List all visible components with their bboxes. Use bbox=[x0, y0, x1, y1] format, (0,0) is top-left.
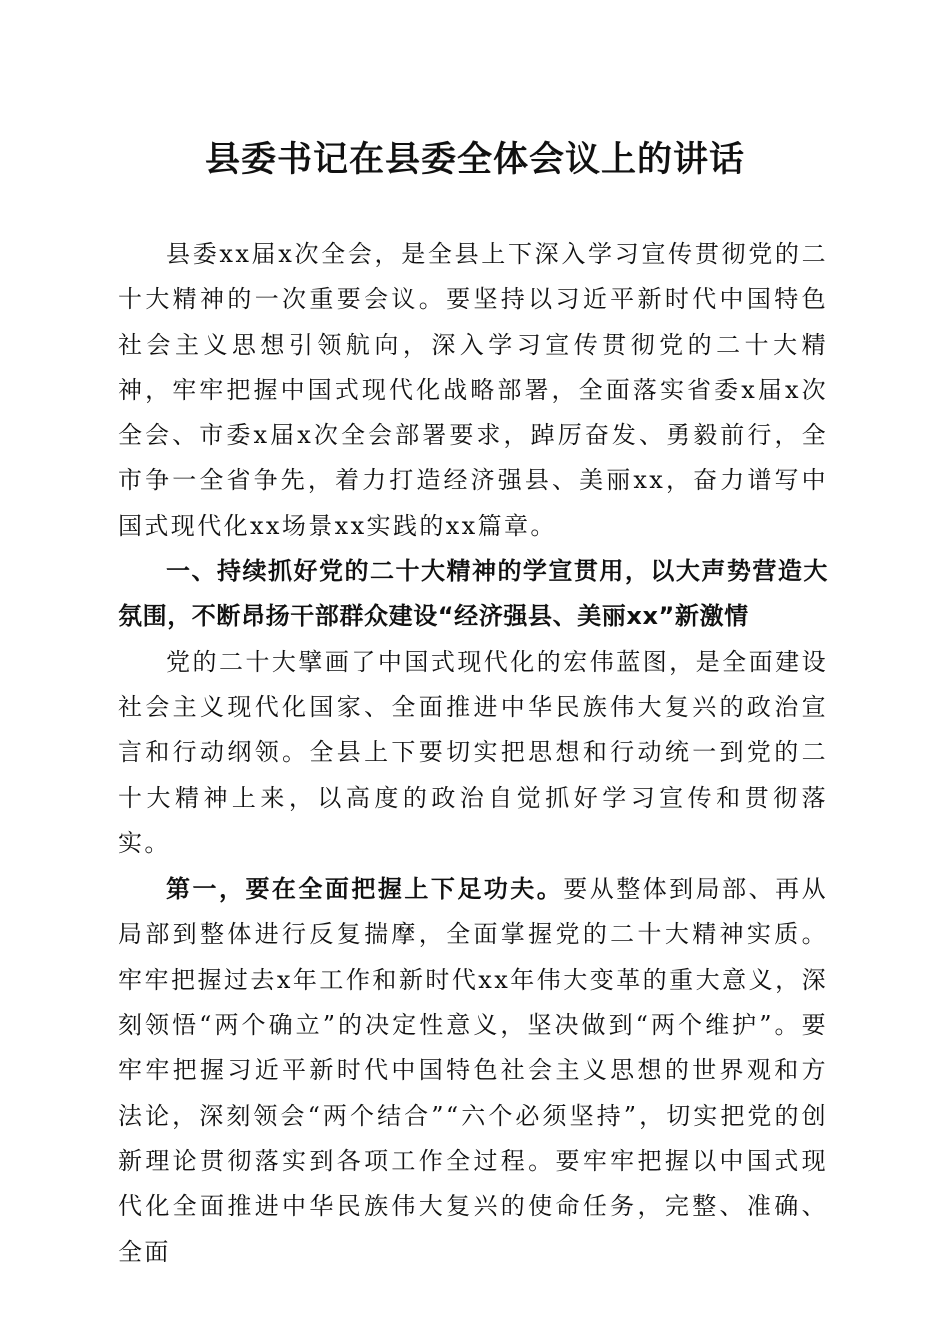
document-body bbox=[118, 232, 828, 1275]
point-1-paragraph bbox=[118, 866, 828, 1275]
point-1-body: 要从整体到局部、再从局部到整体进行反复揣摩，全面掌握党的二十大精神实质。牢牢把握过去x年工作和新时代xx年伟大变革的重大意义，深刻领悟“两个确立”的决定性意义，坚决做到“两个维护”。要牢牢把握习近平新时代中国特色社会主义思想的世界观和方法论，深刻领会“两个结合”“六个必须坚持”，切实把党的创新理论贯彻落实到各项工作全过程。要牢牢把握以中国式现代化全面推进中华民族伟大复兴的使命任务，完整、准确、全面 bbox=[118, 875, 828, 1266]
point-1-lead: 第一，要在全面把握上下足功夫。 bbox=[166, 874, 564, 904]
section-1-paragraph: 党的二十大擘画了中国式现代化的宏伟蓝图，是全面建设社会主义现代化国家、全面推进中华民族伟大复兴的政治宣言和行动纲领。全县上下要切实把思想和行动统一到党的二十大精神上来，以高度的政治自觉抓好学习宣传和贯彻落实。 bbox=[118, 647, 828, 857]
document-title: 县委书记在县委全体会议上的讲话 bbox=[204, 139, 745, 180]
section-1-heading: 一、持续抓好党的二十大精神的学宣贯用，以大声势营造大氛围，不断昂扬干部群众建设“经济强县、美丽xx”新激情 bbox=[118, 557, 828, 631]
intro-paragraph: 县委xx届x次全会，是全县上下深入学习宣传贯彻党的二十大精神的一次重要会议。要坚持以习近平新时代中国特色社会主义思想引领航向，深入学习宣传贯彻党的二十大精神，牢牢把握中国式现代化战略部署，全面落实省委x届x次全会、市委x届x次全会部署要求，踔厉奋发、勇毅前行，全市争一全省争先，着力打造经济强县、美丽xx，奋力谱写中国式现代化xx场景xx实践的xx篇章。 bbox=[118, 240, 828, 540]
